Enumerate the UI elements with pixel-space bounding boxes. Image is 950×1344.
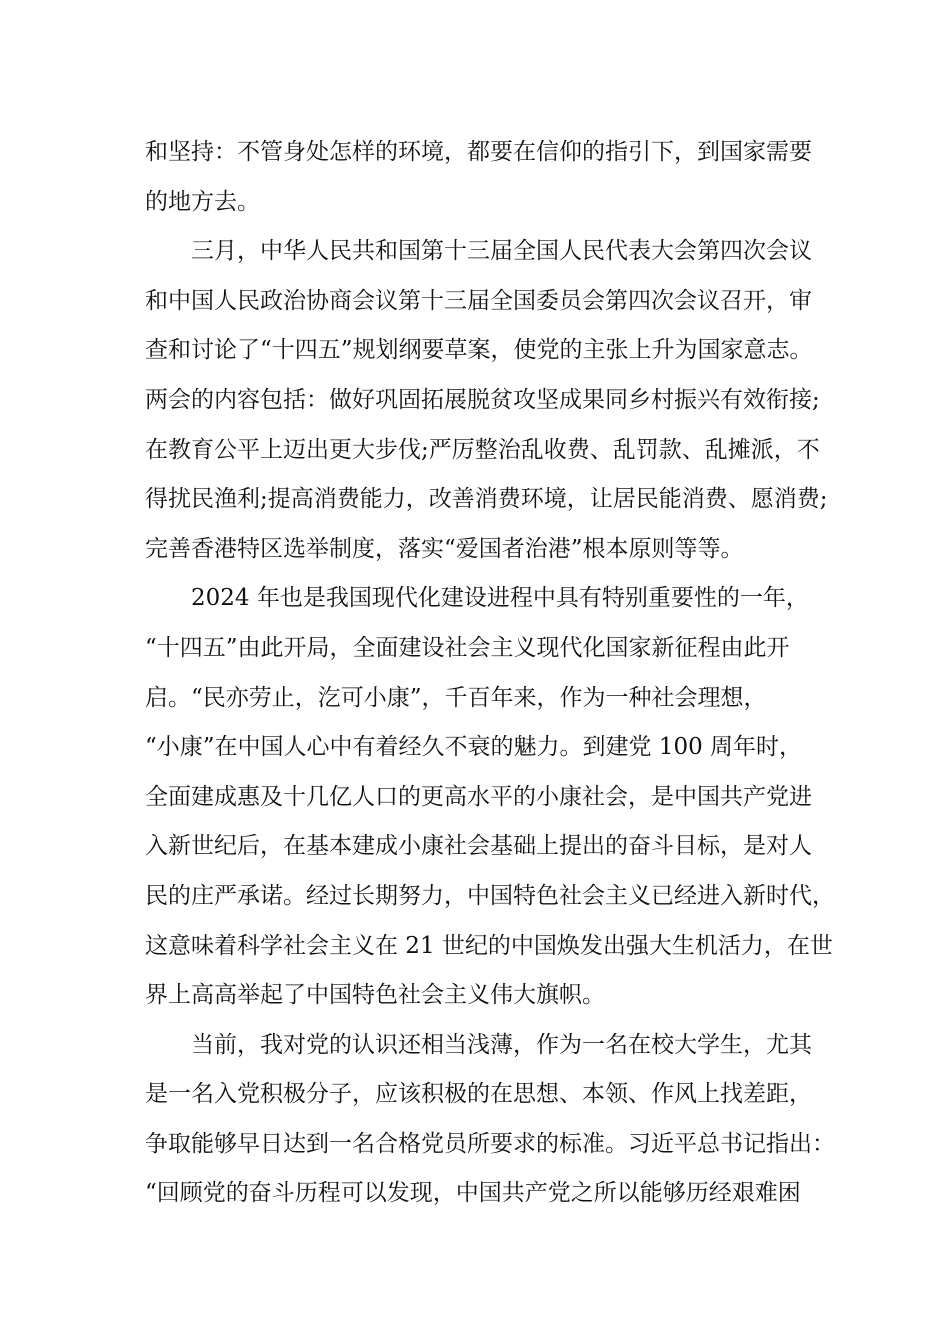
text-line: 在教育公平上迈出更大步伐;严厉整治乱收费、乱罚款、乱摊派，不 [145,436,820,463]
text-line: 和坚持：不管身处怎样的环境，都要在信仰的指引下，到国家需要 [145,139,812,165]
text-line: “小康”在中国人心中有着经久不衰的魅力。到建党 100 周年时， [145,734,803,761]
text-line: 争取能够早日达到一名合格党员所要求的标准。习近平总书记指出： [145,1130,835,1157]
text-line: 当前，我对党的认识还相当浅薄，作为一名在校大学生，尤其 [191,1031,812,1058]
text-line: 是一名入党积极分子，应该积极的在思想、本领、作风上找差距， [145,1081,812,1108]
paragraph-1 [145,128,825,227]
text-line: 的地方去。 [145,188,260,215]
text-line: 和中国人民政治协商会议第十三届全国委员会第四次会议召开，审 [145,287,812,314]
paragraph-3 [145,574,835,1020]
text-line: 民的庄严承诺。经过长期努力，中国特色社会主义已经进入新时代， [145,882,835,909]
text-line: 入新世纪后，在基本建成小康社会基础上提出的奋斗目标，是对人 [145,833,812,860]
text-line: “回顾党的奋斗历程可以发现，中国共产党之所以能够历经艰难困 [145,1180,801,1207]
paragraph-4 [145,1021,835,1219]
text-line: 2024 年也是我国现代化建设进程中具有特别重要性的一年， [191,585,809,612]
text-line: 全面建成惠及十几亿人口的更高水平的小康社会，是中国共产党进 [145,783,812,810]
paragraph-2 [145,227,828,574]
body-text [145,128,835,1219]
text-line: 得扰民渔利;提高消费能力，改善消费环境，让居民能消费、愿消费; [145,486,828,513]
text-line: 三月，中华人民共和国第十三届全国人民代表大会第四次会议 [191,238,812,265]
text-line: 查和讨论了“十四五”规划纲要草案，使党的主张上升为国家意志。 [145,337,813,364]
text-line: 启。“民亦劳止，汔可小康”，千百年来，作为一种社会理想， [145,684,767,711]
text-line: 完善香港特区选举制度，落实“爱国者治港”根本原则等等。 [145,535,744,562]
text-line: “十四五”由此开局，全面建设社会主义现代化国家新征程由此开 [145,634,790,661]
text-line: 两会的内容包括：做好巩固拓展脱贫攻坚成果同乡村振兴有效衔接; [145,386,820,413]
text-line: 界上高高举起了中国特色社会主义伟大旗帜。 [145,982,605,1009]
text-line: 这意味着科学社会主义在 21 世纪的中国焕发出强大生机活力，在世 [145,932,833,959]
